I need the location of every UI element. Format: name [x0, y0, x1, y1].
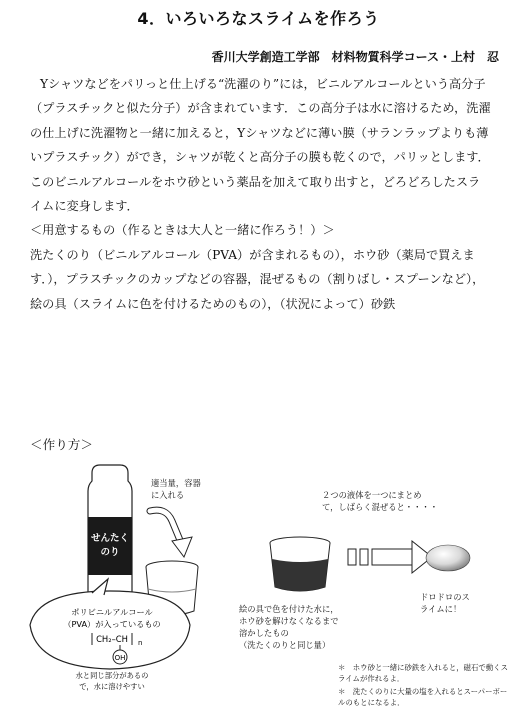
method-heading: ＜作り方＞ [30, 437, 93, 452]
pva-note-2: で，水に溶けやすい [79, 682, 145, 691]
paragraph-intro-text: Yシャツなどをパリっと仕上げる“洗濯のり”には，ビニルアルコールという高分子（プラスチックと似た分子）が含まれています．この高分子は水に溶けるため，洗濯の仕上げに洗濯物と一緒に加えると，Yシャツなどに薄い膜（サランラップよりも薄いプラスチック）ができ，シャツが乾くと高分子の膜も乾くので，パリッとします．このビニルアルコールをホウ砂という薬品を加えて取り出すと，どろどろしたスライムに変身します． [30, 77, 491, 214]
materials-list: 洗たくのり（ビニルアルコール（PVA）が含まれるもの），ホウ砂（薬局で買えます．），プラスチックのカップなどの容器，混ぜるもの（割りばし・スプーンなど），絵の具（スライムに色を付けるためのもの），（状況によって）砂鉄 [30, 247, 485, 311]
mix-label: ２つの液体を一つにまとめ て，しばらく混ぜると・・・・ [322, 490, 438, 512]
pva-title-2: （PVA）が入っているもの [63, 619, 161, 629]
pour-arrow-icon [150, 510, 192, 557]
author-line: 香川大学創造工学部 材料物質科学コース・上村 忍 [211, 50, 499, 64]
cup-2-icon [270, 537, 330, 591]
pour-label: 適当量，容器 に入れる [151, 478, 201, 500]
result-label: ドロドロのス ライムに！ [420, 592, 470, 614]
pva-formula-top: CH₂–CH [96, 634, 128, 644]
paint-label: 絵の具で色を付けた水に， ホウ砂を解けなくなるまで 溶かしたもの （洗たくのりと同じ量） [239, 604, 339, 650]
mix-arrow-icon [348, 541, 432, 573]
pva-title-1: ポリビニルアルコール [71, 607, 153, 617]
pva-formula-n: n [138, 639, 143, 647]
article-body [30, 72, 492, 316]
note-iron-sand: ＊ ホウ砂と一緒に砂鉄を入れると，磁石で動くスライムが作れるよ． [338, 663, 508, 683]
procedure-figure [0, 455, 517, 716]
note-superball: ＊ 洗たくのりに大量の塩を入れるとスーパーボールのもとになるよ． [338, 687, 508, 707]
page-title: 4．いろいろなスライムを作ろう [137, 9, 380, 28]
slime-blob-icon [426, 545, 470, 571]
pva-formula-oh: OH [114, 654, 126, 662]
materials-heading: ＜用意するもの（作るときは大人と一緒に作ろう！）＞ [30, 223, 335, 238]
bottle-label-1: せんたく [90, 533, 130, 544]
paragraph-intro [30, 72, 492, 218]
bottle-label-2: のり [100, 547, 120, 558]
pva-note-1: 水と同じ部分があるの [75, 671, 149, 680]
